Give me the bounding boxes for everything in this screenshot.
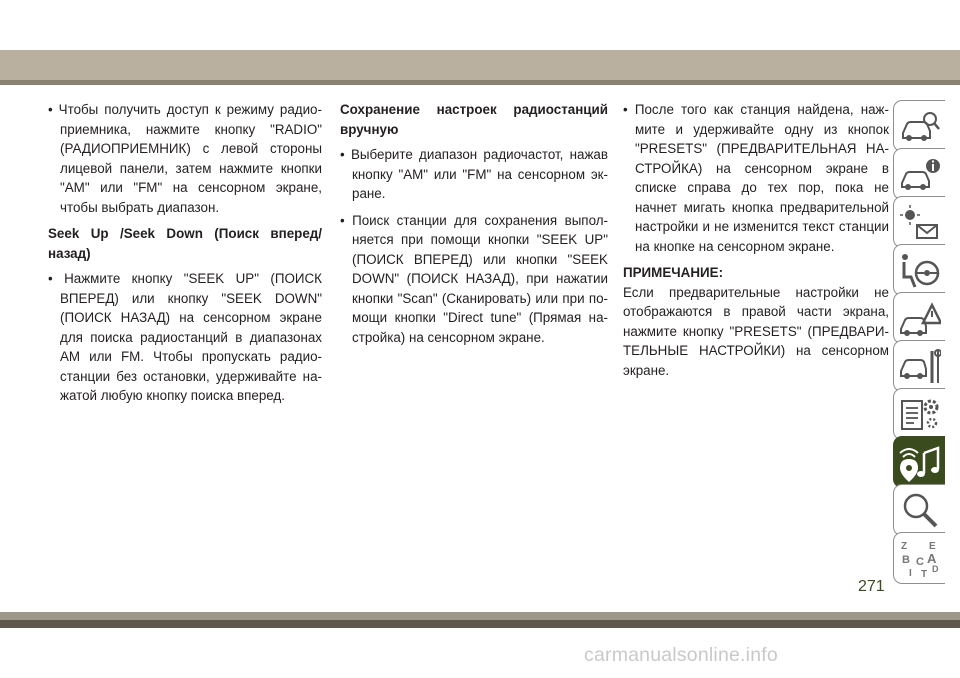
footer-rule bbox=[0, 620, 960, 628]
footer-band bbox=[0, 612, 960, 620]
chapter-tab-warning-lights[interactable] bbox=[893, 196, 945, 248]
chapter-tab-index[interactable] bbox=[893, 532, 945, 584]
index-letter: A bbox=[927, 551, 937, 566]
car-info-icon bbox=[899, 155, 941, 195]
index-letter: B bbox=[902, 554, 910, 566]
chapter-tab-specifications[interactable] bbox=[893, 388, 945, 440]
band-select-bullet: • Выберите диапазон радиочастот, нажав кнопку "AM" или "FM" на сенсорном экране. bbox=[340, 145, 608, 204]
text-column-middle bbox=[340, 100, 608, 354]
index-letters-icon bbox=[899, 539, 941, 579]
preset-save-bullet: • После того как станция найдена, нажмите и удерживайте одну из кнопок "PRESETS" (ПРЕДВАРИТЕЛЬНАЯ НАСТРОЙКА) на сенсорном экране в списке справа до тех пор, пока не начнет мигать кнопка предварительной настройки и не изменится текст станции на кнопке на сенсорном экране. bbox=[623, 100, 889, 256]
station-search-bullet: • Поиск станции для сохранения выполняется при помощи кнопки "SEEK UP" (ПОИСК ВПЕРЕД) или кнопки "SEEK DOWN" (ПОИСК НАЗАД), при нажатии кнопки "Scan" (Сканировать) или при помощи кнопки "Direct tune" (Прямая настройка) на сенсорном экране. bbox=[340, 211, 608, 348]
index-letter: I bbox=[909, 568, 912, 579]
specifications-icon bbox=[899, 395, 941, 435]
chapter-tab-search[interactable] bbox=[893, 484, 945, 536]
index-letter: C bbox=[916, 556, 924, 568]
chapter-tab-service[interactable] bbox=[893, 340, 945, 392]
airbag-steering-icon bbox=[899, 251, 941, 291]
radio-access-bullet: • Чтобы получить доступ к режиму радиоприемника, нажмите кнопку "RADIO" (РАДИОПРИЕМНИК) с левой стороны лицевой панели, затем нажмите кнопки "AM" или "FM" на сенсорном экране, чтобы выбрать диапазон. bbox=[48, 100, 322, 217]
watermark-text: carmanualsonline.info bbox=[584, 644, 778, 666]
chapter-tab-multimedia[interactable] bbox=[893, 436, 945, 488]
index-letter: T bbox=[921, 569, 928, 579]
chapter-tab-car-info[interactable] bbox=[893, 148, 945, 200]
header-band bbox=[0, 50, 960, 80]
header-rule bbox=[0, 80, 960, 85]
chapter-tab-roadside[interactable] bbox=[893, 292, 945, 344]
roadside-triangle-icon bbox=[899, 299, 941, 339]
car-service-icon bbox=[899, 347, 941, 387]
manual-presets-heading: Сохранение настроек радиостанций вручную bbox=[340, 102, 608, 137]
warning-lights-icon bbox=[899, 203, 941, 243]
index-letter: Z bbox=[901, 541, 908, 552]
chapter-tab-airbag-steering[interactable] bbox=[893, 244, 945, 296]
multimedia-icon bbox=[899, 443, 941, 483]
seek-heading: Seek Up /Seek Down (Поиск вперед/назад) bbox=[48, 226, 322, 261]
page-number: 271 bbox=[858, 578, 885, 595]
seek-bullet: • Нажмите кнопку "SEEK UP" (ПОИСК ВПЕРЕД) или кнопку "SEEK DOWN" (ПОИСК НАЗАД) на сенсорном экране для поиска радиостанций в диапазонах AM или FM. Чтобы пропускать радиостанции без остановки, удерживайте нажатой любую кнопку поиска вперед. bbox=[48, 269, 322, 406]
car-magnifier-icon bbox=[899, 107, 941, 147]
text-column-left bbox=[48, 100, 322, 413]
chapter-tab-car-magnifier[interactable] bbox=[893, 100, 945, 152]
text-column-right bbox=[623, 100, 889, 380]
note-text: Если предварительные настройки не отображаются в правой части экрана, нажмите кнопку "PRESETS" (ПРЕДВАРИТЕЛЬНЫЕ НАСТРОЙКИ) на сенсорном экране. bbox=[623, 284, 889, 378]
note-title: ПРИМЕЧАНИЕ: bbox=[623, 265, 724, 280]
index-letter: D bbox=[932, 564, 939, 574]
search-magnifier-icon bbox=[899, 491, 941, 531]
index-letter: E bbox=[929, 541, 936, 552]
